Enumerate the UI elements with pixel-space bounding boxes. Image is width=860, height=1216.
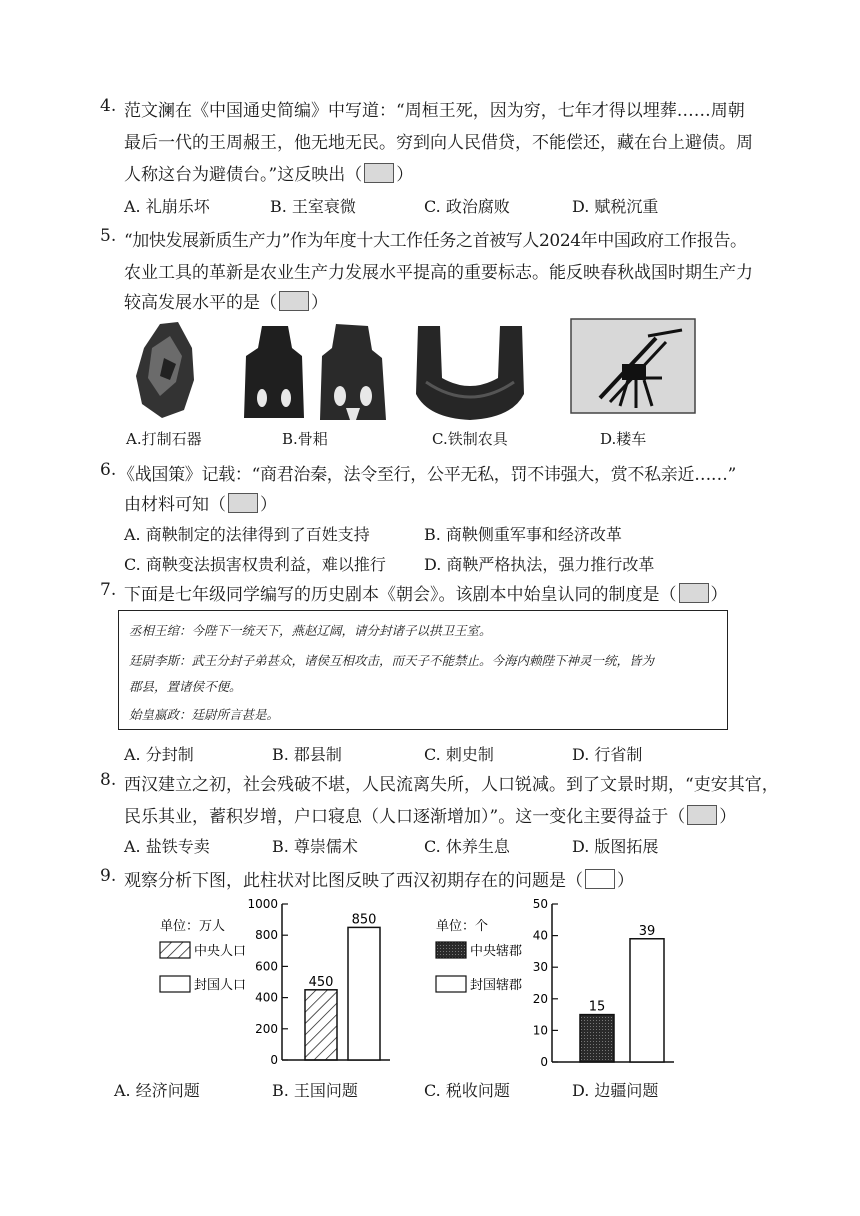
q8-option-b[interactable]: B. 尊崇儒术 <box>272 837 358 856</box>
q6-line-2: 由材料可知（ <box>124 495 226 515</box>
q5-caption-a[interactable]: A.打制石器 <box>126 430 202 448</box>
unit-label: 单位：个 <box>436 919 489 934</box>
answer-blank[interactable] <box>679 583 709 603</box>
q5-caption-c[interactable]: C.铁制农具 <box>432 430 508 448</box>
y-tick-label: 0 <box>270 1053 278 1067</box>
unit-label: 单位：万人 <box>160 919 226 934</box>
script-line-1: 丞相王绾：今陛下一统天下，燕赵辽阔，请分封诸子以拱卫王室。 <box>129 623 492 638</box>
q8-number: 8. <box>100 770 117 790</box>
q6-option-c[interactable]: C. 商鞅变法损害权贵利益，难以推行 <box>124 555 386 574</box>
answer-blank[interactable] <box>279 291 309 311</box>
q7-line: 下面是七年级同学编写的历史剧本《朝会》。该剧本中始皇认同的制度是（ <box>124 585 677 605</box>
q7-number: 7. <box>100 580 117 600</box>
q9-close: ） <box>617 871 634 891</box>
q6-line-1: 《战国策》记载：“商君治秦，法令至行，公平无私，罚不讳强大，赏不私亲近……” <box>118 465 736 485</box>
q7-close: ） <box>710 585 728 605</box>
data-label: 450 <box>308 974 334 990</box>
q6-close: ） <box>260 495 277 515</box>
q5-line-3-wrap <box>124 288 328 313</box>
q7-option-c[interactable]: C. 刺史制 <box>424 745 494 764</box>
seed-drill-image <box>570 318 696 414</box>
q4-line-3: 人称这台为避债台。”这反映出（ <box>124 165 363 185</box>
script-line-4: 始皇嬴政：廷尉所言甚是。 <box>129 707 280 722</box>
y-tick-label: 400 <box>255 990 278 1005</box>
q4-option-b[interactable]: B. 王室衰微 <box>270 197 356 216</box>
q8-line-2-wrap <box>124 802 736 827</box>
answer-blank[interactable] <box>364 163 394 183</box>
data-label: 15 <box>588 999 606 1015</box>
q9-line: 观察分析下图，此柱状对比图反映了西汉初期存在的问题是（ <box>124 871 583 891</box>
q9-number: 9. <box>100 866 117 886</box>
iron-tool-image <box>412 322 528 422</box>
q6-option-a[interactable]: A. 商鞅制定的法律得到了百姓支持 <box>124 525 370 544</box>
q9-line-wrap <box>124 866 634 891</box>
q8-option-c[interactable]: C. 休养生息 <box>424 837 510 856</box>
q4-line-3-wrap <box>124 160 413 185</box>
q7-line-wrap <box>124 580 728 605</box>
y-tick-label: 1000 <box>247 897 278 911</box>
q9-option-c[interactable]: C. 税收问题 <box>424 1081 510 1100</box>
stone-tool-image <box>130 318 200 422</box>
answer-blank[interactable] <box>585 869 615 889</box>
q9-option-d[interactable]: D. 边疆问题 <box>572 1081 659 1100</box>
y-tick-label: 50 <box>532 897 548 911</box>
q8-line-1: 西汉建立之初，社会残破不堪，人民流离失所，人口锐减。到了文景时期，“吏安其官， <box>124 775 779 795</box>
y-tick-label: 0 <box>540 1055 548 1069</box>
bar-charts <box>140 894 700 1074</box>
q4-option-c[interactable]: C. 政治腐败 <box>424 197 510 216</box>
data-label: 850 <box>351 912 377 928</box>
q5-caption-d[interactable]: D.耧车 <box>600 430 647 448</box>
legend-swatch <box>160 976 190 992</box>
answer-blank[interactable] <box>687 805 717 825</box>
q4-option-d[interactable]: D. 赋税沉重 <box>572 197 659 216</box>
q4-number: 4. <box>100 96 117 116</box>
q6-line-2-wrap <box>124 490 277 515</box>
y-tick-label: 20 <box>532 991 548 1006</box>
bar <box>630 939 664 1062</box>
q4-close: ） <box>396 165 414 185</box>
y-tick-label: 600 <box>255 959 278 974</box>
legend-swatch <box>160 942 190 958</box>
q5-caption-b[interactable]: B.骨耜 <box>282 430 328 448</box>
q4-line-2: 最后一代的王周赧王，他无地无民。穷到向人民借贷，不能偿还，藏在台上避债。周 <box>124 133 753 153</box>
bone-spade-image <box>240 322 392 422</box>
q5-line-2: 农业工具的革新是农业生产力发展水平提高的重要标志。能反映春秋战国时期生产力 <box>124 263 753 283</box>
bar <box>348 927 380 1060</box>
script-line-2: 廷尉李斯：武王分封子弟甚众，诸侯互相攻击，而天子不能禁止。今海内赖陛下神灵一统，皆为 <box>129 653 655 668</box>
q5-line-1: “加快发展新质生产力”作为年度十大工作任务之首被写人2024年中国政府工作报告。 <box>124 231 747 251</box>
q7-option-d[interactable]: D. 行省制 <box>572 745 643 764</box>
y-tick-label: 40 <box>532 928 548 943</box>
q7-option-b[interactable]: B. 郡县制 <box>272 745 342 764</box>
y-tick-label: 30 <box>532 960 548 975</box>
q4-option-a[interactable]: A. 礼崩乐坏 <box>124 197 210 216</box>
bar <box>580 1015 614 1062</box>
q8-option-d[interactable]: D. 版图拓展 <box>572 837 659 856</box>
y-tick-label: 800 <box>255 928 278 943</box>
y-tick-label: 10 <box>532 1023 548 1038</box>
q6-option-d[interactable]: D. 商鞅严格执法，强力推行改革 <box>424 555 655 574</box>
legend-swatch <box>436 976 466 992</box>
q7-option-a[interactable]: A. 分封制 <box>124 745 194 764</box>
q4-line-1: 范文澜在《中国通史简编》中写道：“周桓王死，因为穷，七年才得以埋葬……周朝 <box>124 101 745 121</box>
legend-swatch <box>436 942 466 958</box>
q9-option-b[interactable]: B. 王国问题 <box>272 1081 358 1100</box>
q8-line-2: 民乐其业，蓄积岁增，户口寝息（人口逐渐增加）”。这一变化主要得益于（ <box>124 807 686 827</box>
population-chart <box>160 897 390 1067</box>
answer-blank[interactable] <box>228 493 258 513</box>
q5-close: ） <box>311 293 328 313</box>
y-tick-label: 200 <box>255 1021 278 1036</box>
legend-label: 中央人口 <box>194 944 247 959</box>
q8-option-a[interactable]: A. 盐铁专卖 <box>124 837 210 856</box>
legend-label: 中央辖郡 <box>470 944 523 959</box>
q6-number: 6. <box>100 460 117 480</box>
commandery-chart <box>436 897 674 1069</box>
script-line-3: 郡县，置诸侯不便。 <box>129 679 242 694</box>
script-box <box>118 610 728 730</box>
q6-option-b[interactable]: B. 商鞅侧重军事和经济改革 <box>424 525 622 544</box>
bar <box>305 990 337 1060</box>
q5-line-3: 较高发展水平的是（ <box>124 293 277 313</box>
q8-close: ） <box>719 807 737 827</box>
legend-label: 封国辖郡 <box>470 978 523 993</box>
legend-label: 封国人口 <box>194 978 247 993</box>
q9-option-a[interactable]: A. 经济问题 <box>114 1081 200 1100</box>
q5-number: 5. <box>100 226 117 246</box>
data-label: 39 <box>638 923 656 939</box>
